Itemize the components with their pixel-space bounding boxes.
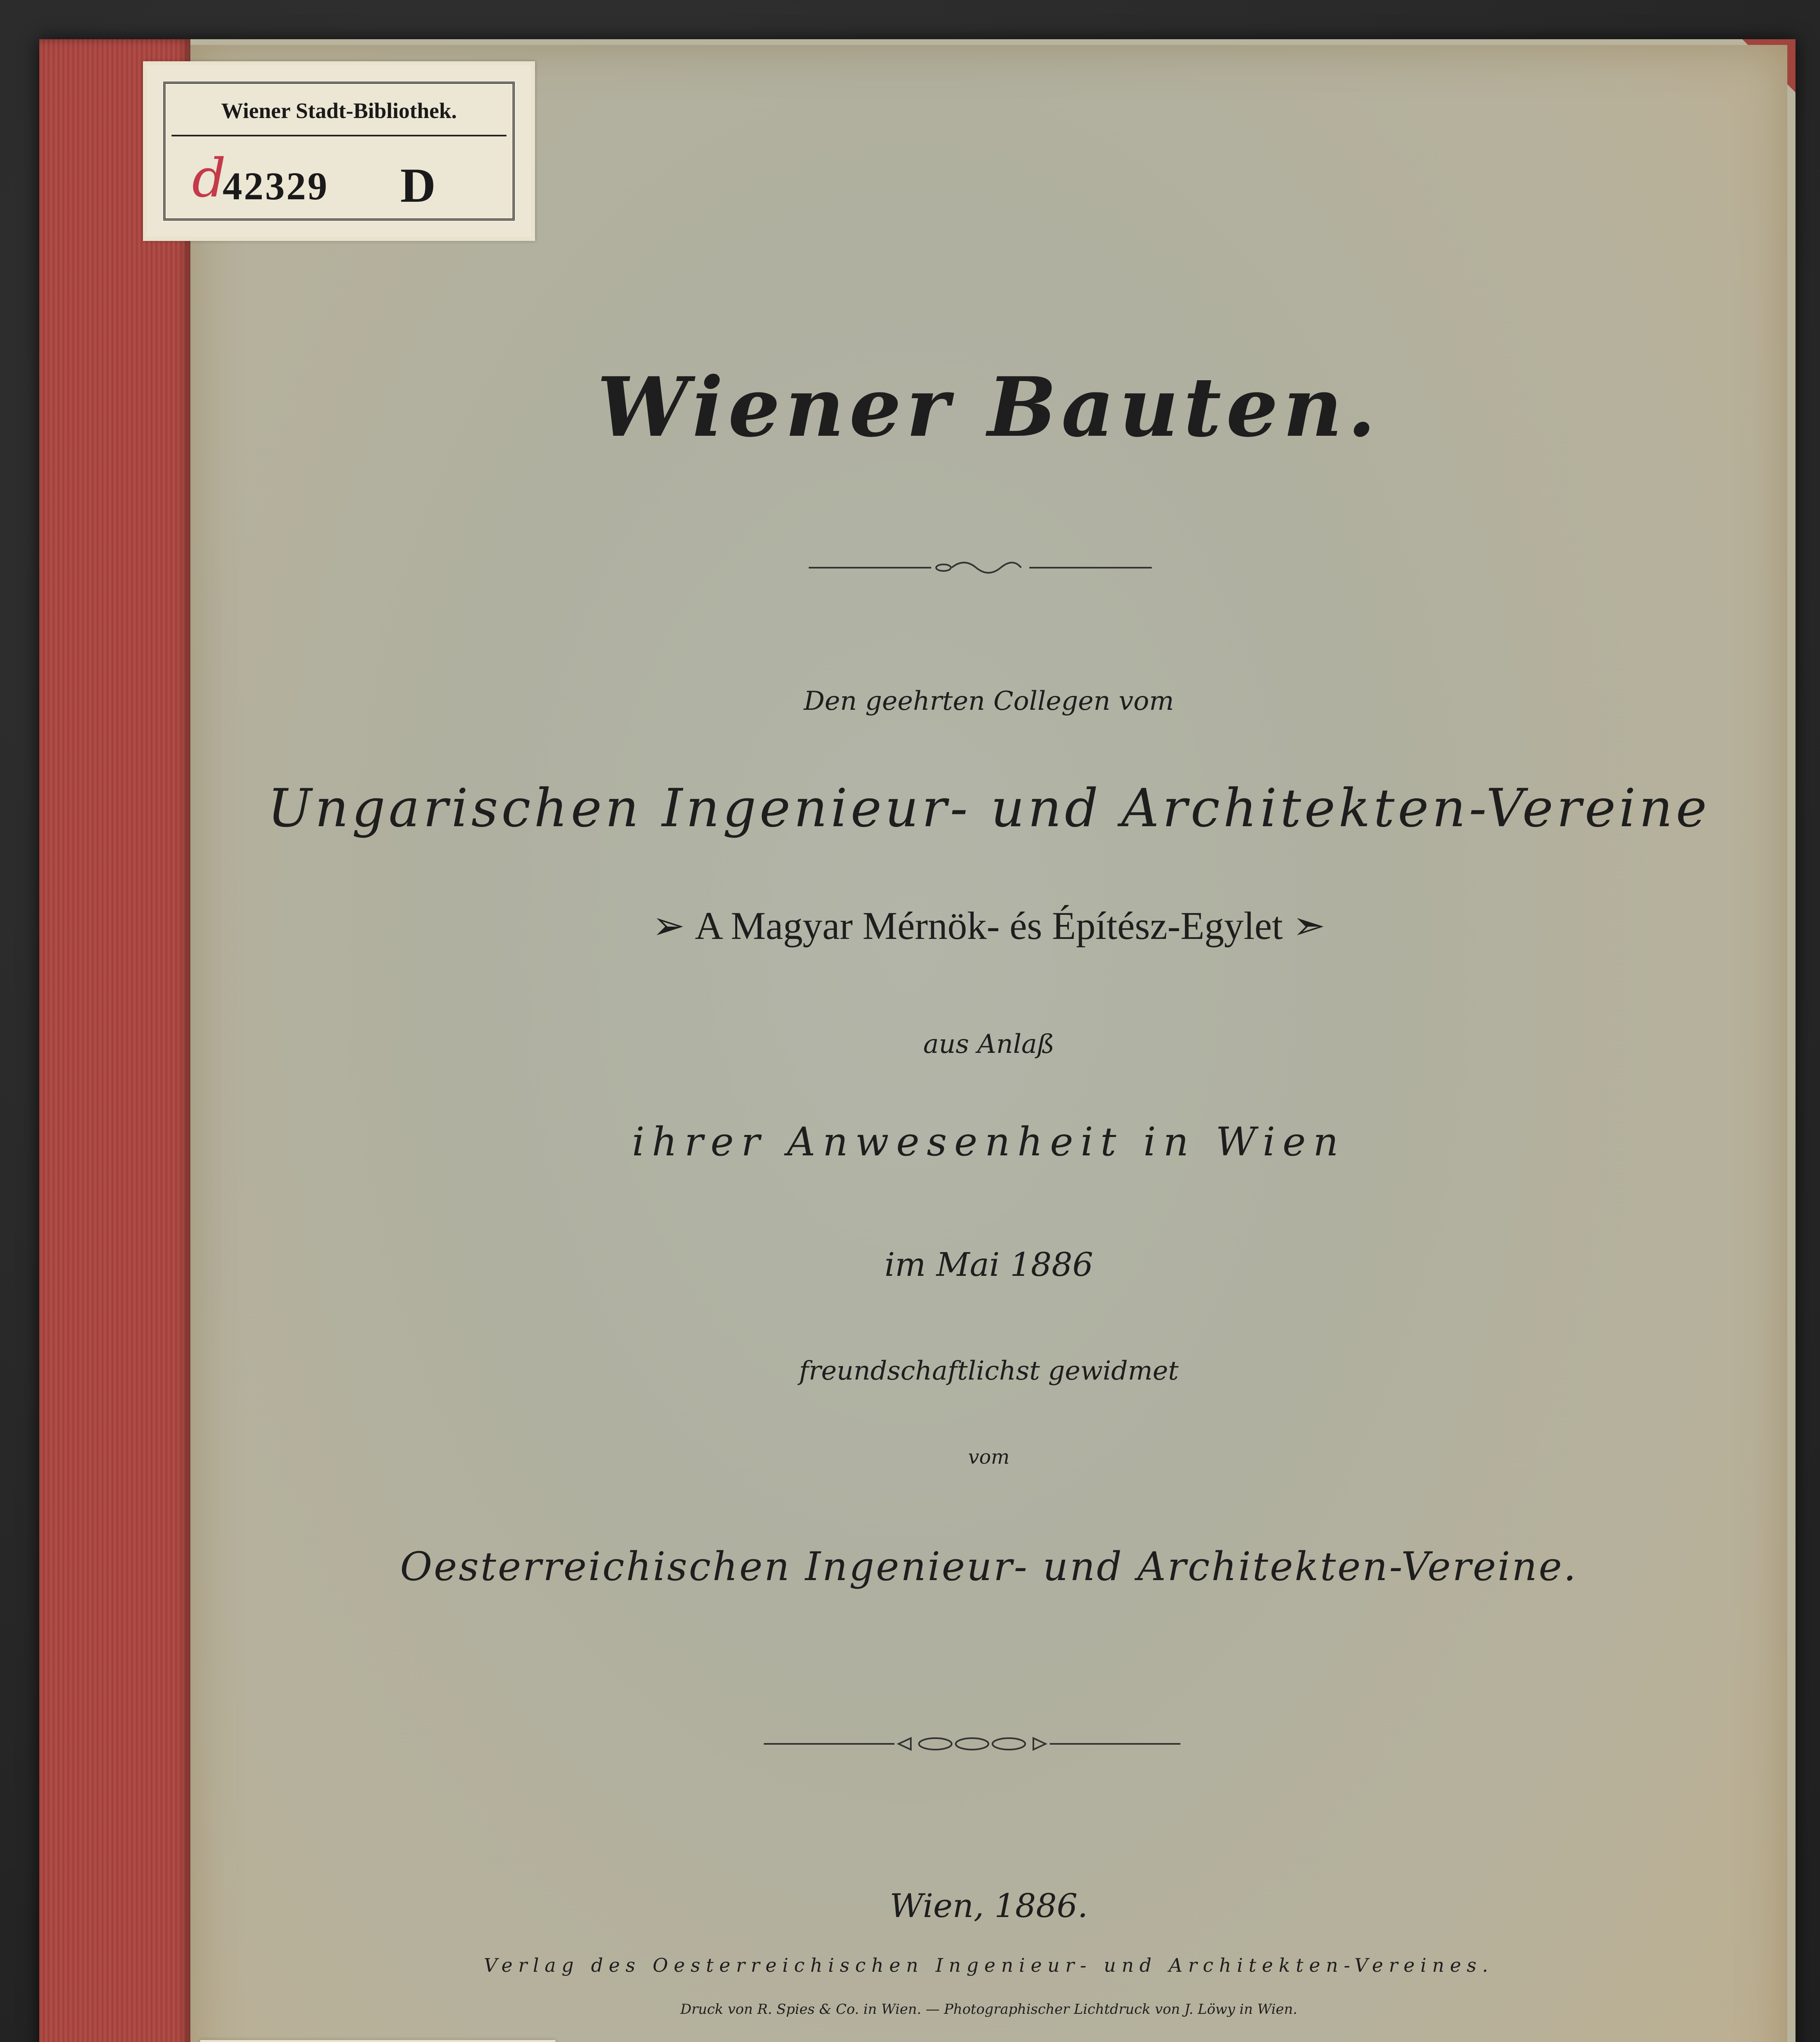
society-hungarian-magyar xyxy=(190,903,1787,948)
date-line: im Mai 1886 xyxy=(884,1246,1093,1284)
printer-line: Druck von R. Spies & Co. in Wien. — Photographischer Lichtdruck von J. Löwy in Wien. xyxy=(680,2001,1298,2017)
occasion-line: aus Anlaß xyxy=(923,1029,1055,1059)
publisher-line: Verlag des Oesterreichischen Ingenieur- und Architekten-Vereines. xyxy=(484,1954,1494,1976)
presence-line: ihrer Anwesenheit in Wien xyxy=(632,1119,1346,1165)
label-class-letter: D xyxy=(400,158,436,212)
library-label-top xyxy=(143,61,535,241)
society-austrian: Oesterreichischen Ingenieur- und Architekten-Vereine. xyxy=(400,1544,1578,1589)
arrow-left-icon: ➣ xyxy=(1282,904,1326,947)
by-line: vom xyxy=(968,1446,1010,1469)
ornament-bottom-icon xyxy=(764,1730,1180,1758)
label-handwritten-prefix: d xyxy=(192,147,226,209)
label-divider xyxy=(172,135,506,136)
library-label-bottom xyxy=(200,2040,555,2042)
label-call-number: 42329 xyxy=(223,164,329,208)
cover-title: Wiener Bauten. xyxy=(597,359,1381,455)
ornament-top-icon xyxy=(809,553,1152,582)
society-hungarian-magyar-text: A Magyar Mérnök- és Építész-Egylet xyxy=(695,904,1283,947)
society-hungarian-german: Ungarischen Ingenieur- und Architekten-Vereine xyxy=(268,778,1710,839)
arrow-right-icon: ➢ xyxy=(652,904,695,947)
dedication-line: Den geehrten Collegen vom xyxy=(803,686,1174,716)
book-spine xyxy=(39,39,190,2042)
place-year: Wien, 1886. xyxy=(890,1887,1088,1925)
dedicated-line: freundschaftlichst gewidmet xyxy=(799,1356,1179,1386)
label-title: Wiener Stadt-Bibliothek. xyxy=(221,98,457,123)
